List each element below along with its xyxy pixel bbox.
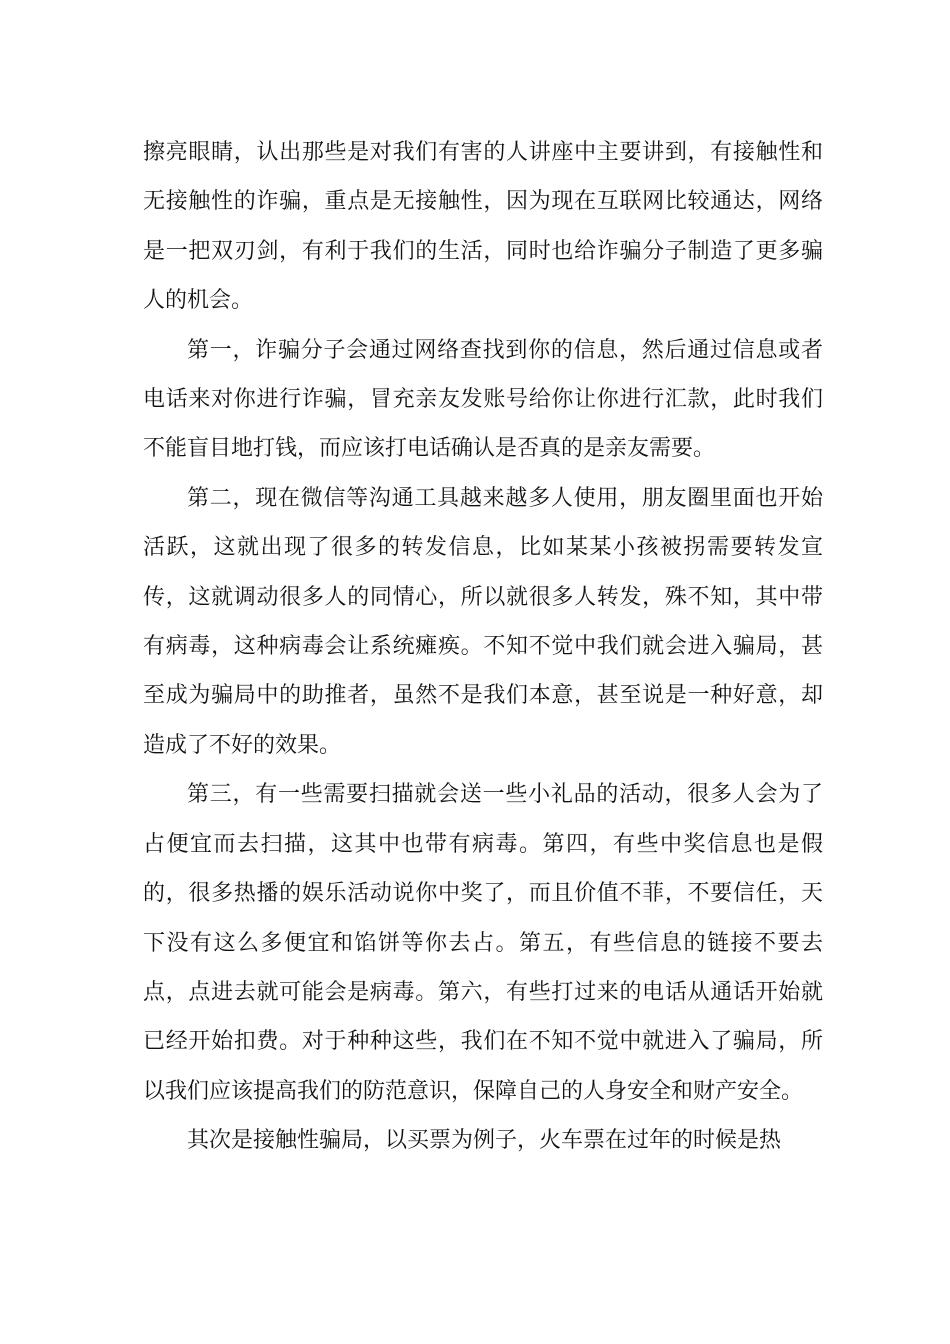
paragraph-4: 第三，有一些需要扫描就会送一些小礼品的活动，很多人会为了占便宜而去扫描，这其中也带有病毒。第四，有些中奖信息也是假的，很多热播的娱乐活动说你中奖了，而且价值不菲，不要信任，天下没有这么多便宜和馅饼等你去占。第五，有些信息的链接不要去点，点进去就可能会是病毒。第六，有些打过来的电话从通话开始就已经开始扣费。对于种种这些，我们在不知不觉中就进入了骗局，所以我们应该提高我们的防范意识，保障自己的人身安全和财产安全。 bbox=[143, 782, 823, 1104]
paragraph-5: 其次是接触性骗局，以买票为例子，火车票在过年的时候是热 bbox=[187, 1128, 782, 1154]
paragraph-1: 擦亮眼睛，认出那些是对我们有害的人讲座中主要讲到，有接触性和无接触性的诈骗，重点是无接触性，因为现在互联网比较通达，网络是一把双刃剑，有利于我们的生活，同时也给诈骗分子制造了更多骗人的机会。 bbox=[143, 140, 823, 314]
paragraph-3: 第二，现在微信等沟通工具越来越多人使用，朋友圈里面也开始活跃，这就出现了很多的转发信息，比如某某小孩被拐需要转发宣传，这就调动很多人的同情心，所以就很多人转发，殊不知，其中带有病毒，这种病毒会让系统瘫痪。不知不觉中我们就会进入骗局，甚至成为骗局中的助推者，虽然不是我们本意，甚至说是一种好意，却造成了不好的效果。 bbox=[143, 485, 823, 758]
document-body bbox=[143, 128, 823, 1166]
paragraph-2: 第一，诈骗分子会通过网络查找到你的信息，然后通过信息或者电话来对你进行诈骗，冒充亲友发账号给你让你进行汇款，此时我们不能盲目地打钱，而应该打电话确认是否真的是亲友需要。 bbox=[143, 337, 823, 462]
